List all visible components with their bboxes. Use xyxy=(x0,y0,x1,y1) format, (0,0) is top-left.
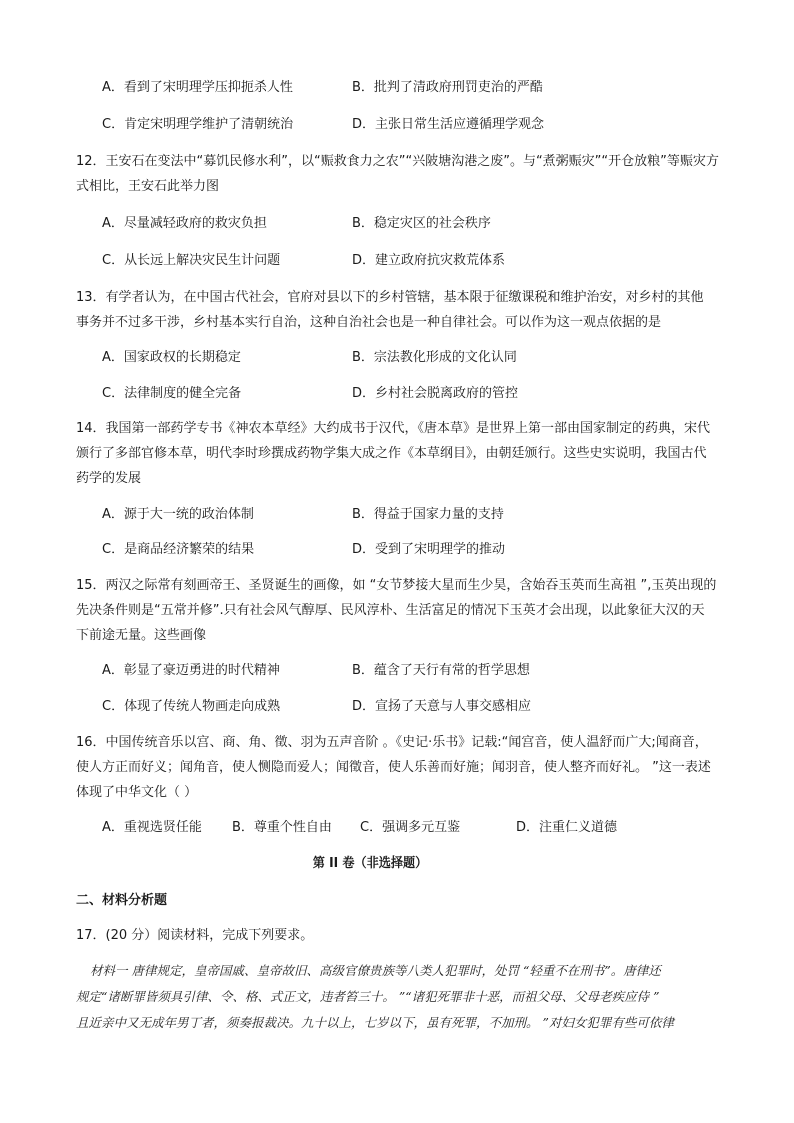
q15-option-d: D．宣扬了天意与人事交感相应 xyxy=(352,699,532,714)
q13-option-c: C．法律制度的健全完备 xyxy=(102,386,242,401)
q16-option-c: C．强调多元互鉴 xyxy=(360,820,461,835)
q15-option-c: C．体现了传统人物画走向成熟 xyxy=(102,699,281,714)
q14-option-c: C．是商品经济繁荣的结果 xyxy=(102,542,255,557)
q13-stem-line2: 事务并不过多干涉，乡村基本实行自治，这种自治社会也是一种自律社会。可以作为这一观点依据的是 xyxy=(76,315,662,330)
q15-option-a: A．彰显了豪迈勇进的时代精神 xyxy=(102,663,280,678)
q14-option-a: A．源于大一统的政治体制 xyxy=(102,507,254,522)
q15-stem-line1: 15．两汉之际常有刻画帝王、圣贤诞生的画像，如 “女节梦接大星而生少昊，含始吞玉英而生高祖 ”,玉英出现的 xyxy=(76,578,717,593)
q14-stem-line2: 颁行了多部官修本草，明代李时珍撰成药物学集大成之作《本草纲目》，由朝廷颁行。这些史实说明，我国古代 xyxy=(76,446,707,461)
q15-stem-line2: 先决条件则是“五常并修”.只有社会风气醇厚、民风淳朴、生活富足的情况下玉英才会出现，以此象征大汉的天 xyxy=(76,603,705,618)
volume-title: 第 II 卷（非选择题） xyxy=(312,856,428,871)
q16-option-b: B．尊重个性自由 xyxy=(232,820,332,835)
q17-material-line1: 材料一 唐律规定，皇帝国戚、皇帝故旧、高级官僚贵族等八类人犯罪时，处罚 “轻重不在刑书”。唐律还 xyxy=(90,963,661,978)
q14-option-b: B．得益于国家力量的支持 xyxy=(352,507,504,522)
q13-option-b: B．宗法教化形成的文化认同 xyxy=(352,350,517,365)
q14-option-d: D．受到了宋明理学的推动 xyxy=(352,542,506,557)
q13-option-d: D．乡村社会脱离政府的管控 xyxy=(352,386,519,401)
q12-option-b: B．稳定灾区的社会秩序 xyxy=(352,216,491,231)
q12-option-a: A．尽量减轻政府的救灾负担 xyxy=(102,216,267,231)
q16-option-d: D．注重仁义道德 xyxy=(516,820,618,835)
q11-option-a: A．看到了宋明理学压抑扼杀人性 xyxy=(102,80,293,95)
q12-stem-line1: 12．王安石在变法中“募饥民修水利”，以“赈救食力之农”“兴陂塘沟港之废”。与“煮粥赈灾”“开仓放粮”等赈灾方 xyxy=(76,154,719,169)
q16-stem-line3: 体现了中华文化（ ） xyxy=(76,785,198,800)
q17-stem: 17．(20 分）阅读材料，完成下列要求。 xyxy=(76,928,314,943)
q17-material-line3: 且近亲中又无成年男丁者，须奏报裁决。九十以上，七岁以下，虽有死罪，不加刑。 ”对妇女犯罪有些可依律 xyxy=(76,1015,674,1030)
q14-stem-line3: 药学的发展 xyxy=(76,471,142,486)
q14-stem-line1: 14．我国第一部药学专书《神农本草经》大约成书于汉代，《唐本草》是世界上第一部由国家制定的药典，宋代 xyxy=(76,421,711,436)
q11-option-d: D．主张日常生活应遵循理学观念 xyxy=(352,117,545,132)
q13-stem-line1: 13．有学者认为，在中国古代社会，官府对县以下的乡村管辖，基本限于征缴课税和维护治安，对乡村的其他 xyxy=(76,290,704,305)
q13-option-a: A．国家政权的长期稳定 xyxy=(102,350,241,365)
q16-option-a: A．重视选贤任能 xyxy=(102,820,202,835)
part-title: 二、材料分析题 xyxy=(76,893,168,908)
q12-stem-line2: 式相比，王安石此举力图 xyxy=(76,179,220,194)
q11-option-b: B．批判了清政府刑罚吏治的严酷 xyxy=(352,80,543,95)
q17-material-line2: 规定“诸断罪皆须具引律、令、格、式正文，违者笞三十。 ”“诸犯死罪非十恶，而祖父母、父母老疾应侍 ” xyxy=(76,989,660,1004)
q12-option-c: C．从长远上解决灾民生计问题 xyxy=(102,253,281,268)
q12-option-d: D．建立政府抗灾救荒体系 xyxy=(352,253,506,268)
q15-option-b: B．蕴含了天行有常的哲学思想 xyxy=(352,663,530,678)
q11-option-c: C．肯定宋明理学维护了清朝统治 xyxy=(102,117,294,132)
q16-stem-line1: 16．中国传统音乐以宫、商、角、徵、羽为五声音阶 。《史记·乐书》记载:“闻宫音，使人温舒而广大;闻商音， xyxy=(76,735,708,750)
q16-stem-line2: 使人方正而好义；闻角音，使人恻隐而爱人；闻徵音，使人乐善而好施；闻羽音，使人整齐而好礼。 ”这一表述 xyxy=(76,760,711,775)
q15-stem-line3: 下前途无量。这些画像 xyxy=(76,628,207,643)
